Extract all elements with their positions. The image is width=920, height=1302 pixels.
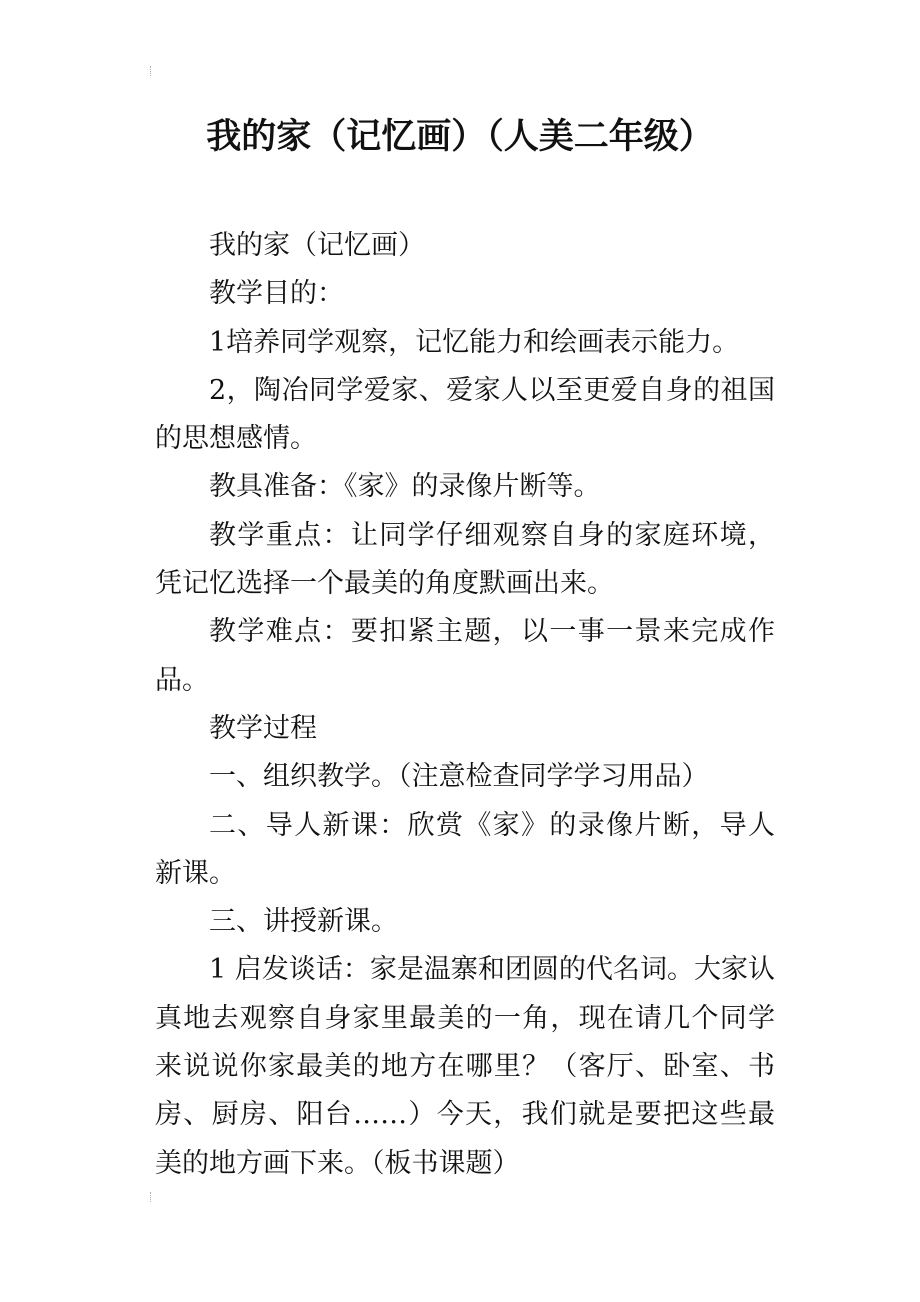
corner-mark-top [150,66,157,76]
paragraph: 三、讲授新课。 [209,906,398,938]
document-title: 我的家（记忆画）（人美二年级） [206,117,714,157]
paragraph: 教学目的： [209,278,344,310]
paragraph: 教学难点：要扣紧主题，以一事一景来完成作品。 [155,616,775,696]
paragraph: 1培养同学观察，记忆能力和绘画表示能力。 [209,326,740,358]
document-body [155,222,775,1188]
paragraph: 2，陶冶同学爱家、爱家人以至更爱自身的祖国的思想感情。 [155,374,775,455]
paragraph: 二、导人新课：欣赏《家》的录像片断，导人新课。 [155,809,775,889]
corner-mark-bottom [150,1192,157,1202]
paragraph: 我的家（记忆画） [209,230,425,261]
paragraph: 教学重点：让同学仔细观察自身的家庭环境，凭记忆选择一个最美的角度默画出来。 [155,519,775,600]
paragraph: 1 启发谈话：家是温寨和团圆的代名词。大家认真地去观察自身家里最美的一角，现在请几个同学来说说你家最美的地方在哪里？（客厅、卧室、书房、厨房、阳台……）今天，我们就是要把这些最美的地方画下来。（板书课题） [155,954,775,1179]
paragraph: 教具准备：《家》的录像片断等。 [209,471,601,503]
paragraph: 一、组织教学。（注意检查同学学习用品） [209,761,709,793]
paragraph: 教学过程 [209,712,317,744]
